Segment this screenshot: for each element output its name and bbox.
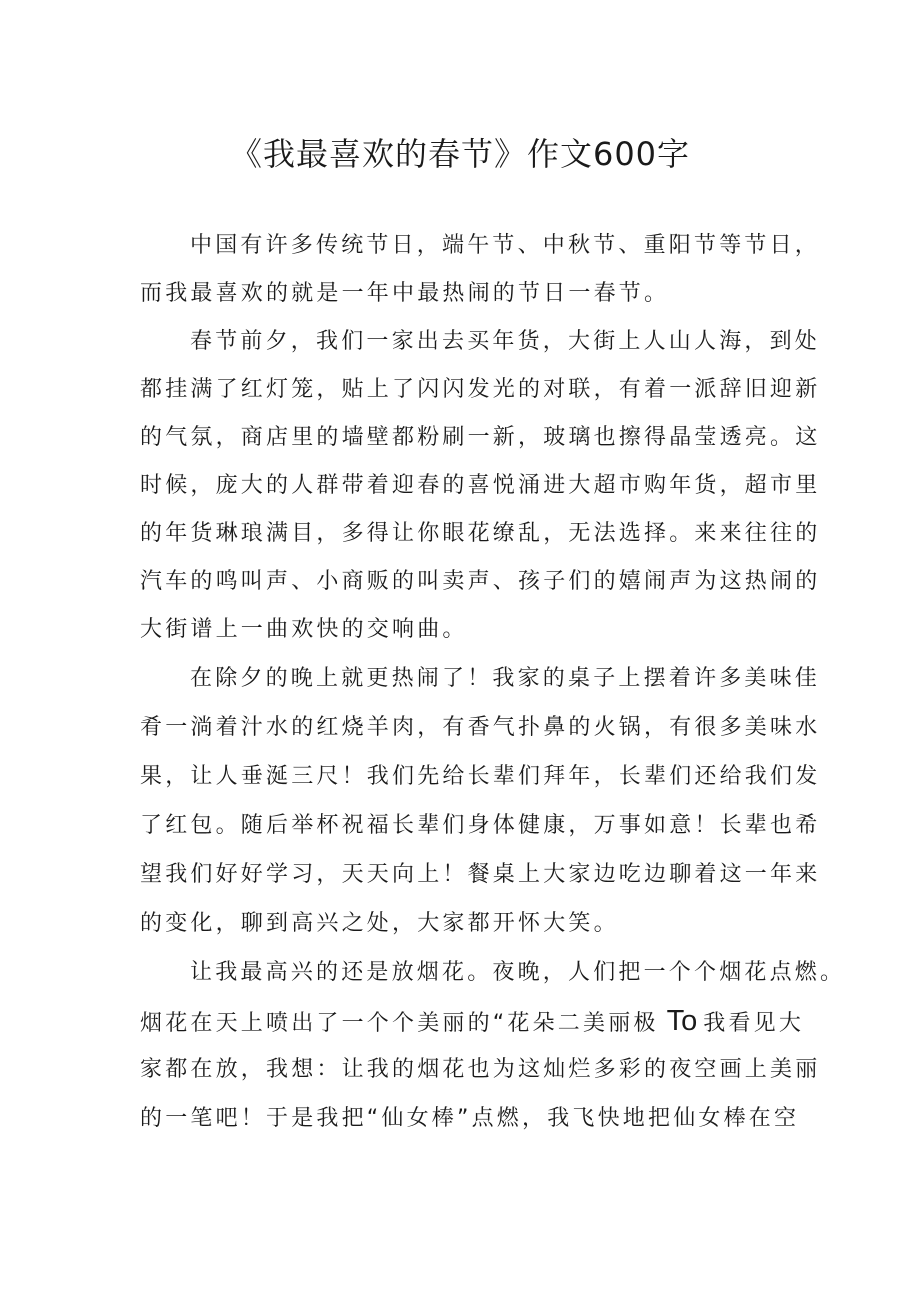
paragraph-3-line-1: 在除夕的晚上就更热闹了！我家的桌子上摆着许多美味佳 (190, 666, 821, 691)
paragraph-4-line-3: 家都在放，我想：让我的烟花也为这灿烂多彩的夜空画上美丽 (140, 1057, 821, 1082)
paragraph-4-line-2 (140, 1006, 804, 1036)
essay-title: 《我最喜欢的春节》作文600字 (229, 135, 691, 173)
paragraph-2-line-1: 春节前夕，我们一家出去买年货，大街上人山人海，到处 (190, 329, 821, 354)
ocr-artifact-to: To (666, 1005, 698, 1037)
paragraph-1-line-2: 而我最喜欢的就是一年中最热闹的节日一春节。 (140, 281, 670, 306)
paragraph-2-line-6: 汽车的鸣叫声、小商贩的叫卖声、孩子们的嬉闹声为这热闹的 (140, 569, 821, 594)
paragraph-4-line-4: 的一笔吧！于是我把“仙女棒”点燃，我飞快地把仙女棒在空 (140, 1106, 800, 1131)
paragraph-1-line-1: 中国有许多传统节日，端午节、中秋节、重阳节等节日， (190, 233, 821, 258)
paragraph-4-line-2-text-a: 烟花在天上喷出了一个个美丽的“花朵二美丽极 (140, 1011, 659, 1036)
paragraph-2-line-2: 都挂满了红灯笼，贴上了闪闪发光的对联，有着一派辞旧迎新 (140, 377, 821, 402)
paragraph-2-line-5: 的年货琳琅满目，多得让你眼花缭乱，无法选择。来来往往的 (140, 521, 821, 546)
paragraph-4-line-2-text-b: 我看见大 (703, 1011, 805, 1036)
paragraph-3-line-3: 果，让人垂涎三尺！我们先给长辈们拜年，长辈们还给我们发 (140, 764, 821, 789)
paragraph-3-line-5: 望我们好好学习，天天向上！餐桌上大家边吃边聊着这一年来 (140, 862, 821, 887)
paragraph-4-line-1: 让我最高兴的还是放烟花。夜晚，人们把一个个烟花点燃。 (190, 960, 846, 985)
paragraph-2-line-7: 大街谱上一曲欢快的交响曲。 (140, 617, 468, 642)
paragraph-3-line-2: 肴一淌着汁水的红烧羊肉，有香气扑鼻的火锅，有很多美味水 (140, 715, 821, 740)
paragraph-2-line-4: 时候，庞大的人群带着迎春的喜悦涌进大超市购年货，超市里 (140, 473, 821, 498)
paragraph-3-line-4: 了红包。随后举杯祝福长辈们身体健康，万事如意！长辈也希 (140, 813, 821, 838)
paragraph-3-line-6: 的变化，聊到高兴之处，大家都开怀大笑。 (140, 911, 619, 936)
paragraph-2-line-3: 的气氛，商店里的墙壁都粉刷一新，玻璃也擦得晶莹透亮。这 (140, 425, 821, 450)
